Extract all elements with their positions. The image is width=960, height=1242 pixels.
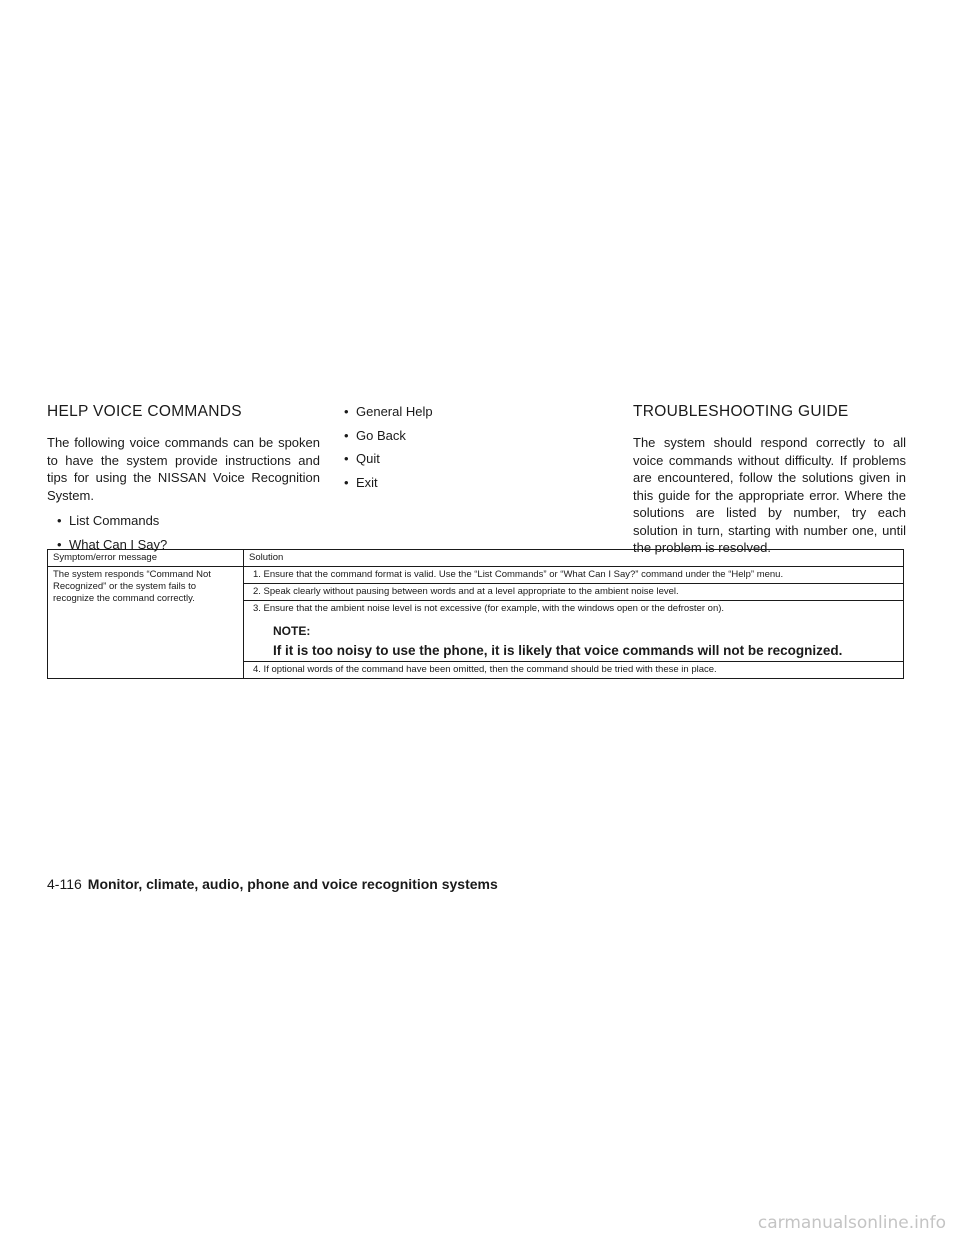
troubleshooting-table: [47, 549, 904, 679]
page-footer: [47, 876, 498, 892]
solution-cell: [244, 662, 904, 679]
list-item: • Quit: [344, 451, 380, 466]
header-symptom: Symptom/error message: [48, 550, 244, 567]
list-item: • Exit: [344, 474, 378, 490]
page-number: 4-116: [47, 876, 82, 892]
help-voice-commands-column: [47, 402, 320, 559]
solution-text: 2. Speak clearly without pausing between words and at a level appropriate to the ambient noise level.: [253, 586, 679, 597]
solution-cell: [244, 567, 904, 584]
symptom-cell: The system responds “Command Not Recognized” or the system fails to recognize the command correctly.: [48, 567, 244, 679]
bullet-icon: •: [344, 474, 349, 490]
list-item: • What Can I Say?: [57, 536, 168, 552]
troubleshooting-title: TROUBLESHOOTING GUIDE: [633, 403, 849, 420]
bullet-icon: •: [344, 451, 349, 466]
solution-text: 3. Ensure that the ambient noise level is not excessive (for example, with the windows open or the defroster on).: [253, 603, 725, 614]
list-item: • List Commands: [57, 513, 160, 528]
chapter-title: Monitor, climate, audio, phone and voice recognition systems: [87, 876, 498, 892]
troubleshooting-column: [633, 402, 906, 557]
help-section-title: HELP VOICE COMMANDS: [47, 403, 242, 420]
bullet-icon: •: [57, 513, 62, 528]
list-item: • Go Back: [344, 427, 406, 443]
bullet-icon: •: [57, 536, 62, 552]
solution-cell: [244, 601, 904, 662]
table-header-row: [48, 550, 904, 567]
solution-cell: [244, 584, 904, 601]
note-text: If it is too noisy to use the phone, it is likely that voice commands will not be recognized.: [273, 643, 843, 658]
bullet-icon: •: [344, 404, 349, 419]
help-intro-text: The following voice commands can be spoken to have the system provide instructions and tips for using the NISSAN Voice Recognition System.: [47, 435, 320, 503]
help-command-list-2: [344, 403, 604, 491]
help-commands-column-2: [344, 402, 604, 497]
header-solution: Solution: [244, 550, 904, 567]
help-command-list-1: [57, 512, 320, 553]
bullet-icon: •: [344, 427, 349, 443]
solution-text: 1. Ensure that the command format is valid. Use the “List Commands” or “What Can I Say?” command under the “Help” menu.: [253, 569, 784, 580]
solution-text: 4. If optional words of the command have been omitted, then the command should be tried with these in place.: [253, 664, 717, 675]
troubleshooting-intro-text: The system should respond correctly to all voice commands without difficulty. If problems are encountered, follow the solutions given in this guide for the appropriate error. Where the solutions are listed by number, try each solution in turn, starting with number one, until the problem is resolved.: [633, 435, 906, 555]
table-row: [48, 567, 904, 584]
list-item: • General Help: [344, 404, 433, 419]
note-label: NOTE:: [273, 624, 311, 638]
watermark: carmanualsonline.info: [757, 1213, 946, 1233]
